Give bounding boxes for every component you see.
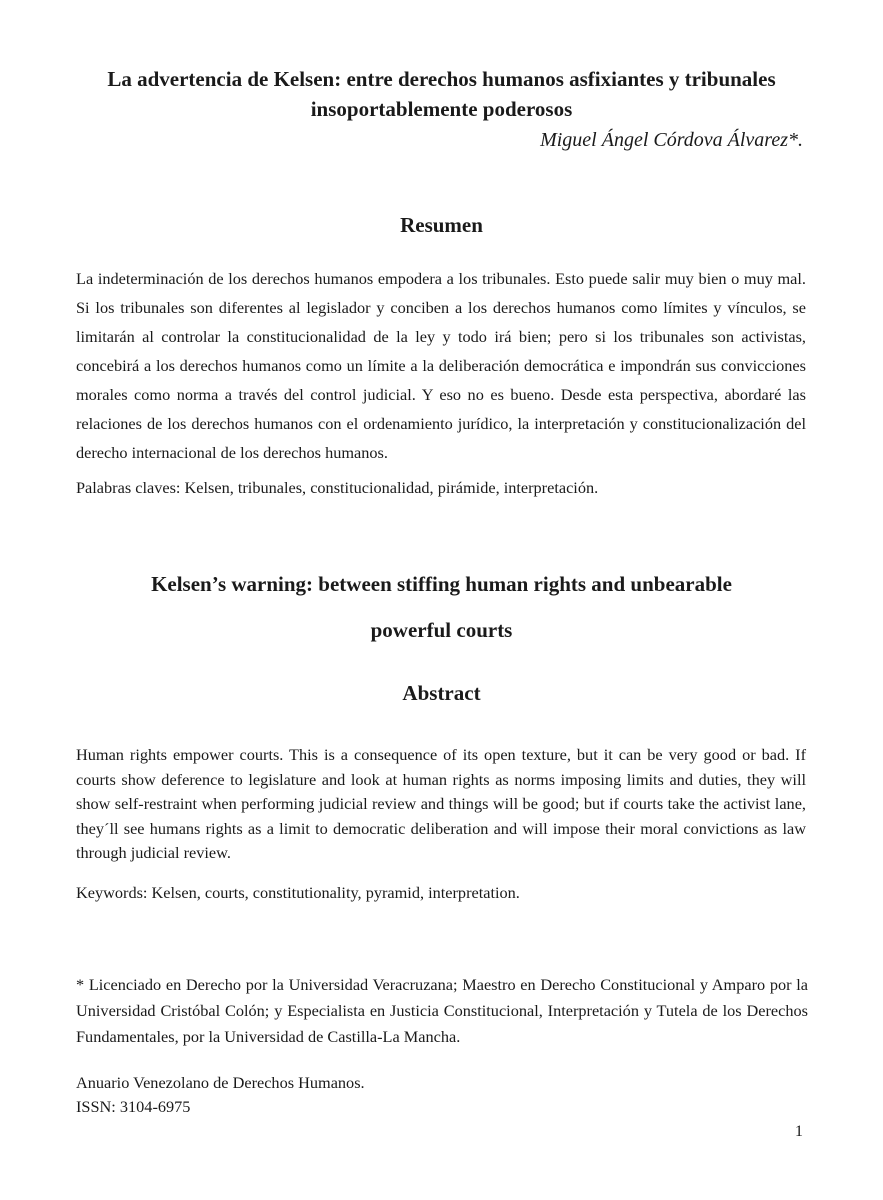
- journal-name: Anuario Venezolano de Derechos Humanos.: [76, 1073, 365, 1092]
- abstract-paragraph: Human rights empower courts. This is a consequence of its open texture, but it can be very good or bad. If courts show deference to legislature and look at human rights as norms imposing limits and duties, they will show self-restraint when performing judicial review and things will be good; but if courts take the activist lane, they´ll see humans rights as a limit to democratic deliberation and will impose their moral convictions as law through judicial review.: [76, 745, 806, 862]
- journal-issn: ISSN: 3104-6975: [76, 1097, 191, 1116]
- resumen-heading: Resumen: [400, 213, 483, 237]
- author-footnote: * Licenciado en Derecho por la Universidad Veracruzana; Maestro en Derecho Constitucional y Amparo por la Universidad Cristóbal Colón; y Especialista en Justicia Constitucional, Interpretación y Tutela de los Derechos Fundamentales, por la Universidad de Castilla-La Mancha.: [76, 975, 808, 1046]
- palabras-claves: Palabras claves: Kelsen, tribunales, constitucionalidad, pirámide, interpretación.: [76, 478, 599, 497]
- resumen-paragraph: La indeterminación de los derechos humanos empodera a los tribunales. Esto puede salir muy bien o muy mal. Si los tribunales son diferentes al legislador y conciben a los derechos humanos como límites y vínculos, se limitarán al controlar la constitucionalidad de la ley y todo irá bien; pero si los tribunales son activistas, concebirá a los derechos humanos como un límite a la deliberación democrática e impondrán sus convicciones morales como norma a través del control judicial. Y eso no es bueno. Desde esta perspectiva, abordaré las relaciones de los derechos humanos con el ordenamiento jurídico, la interpretación y constitucionalización del derecho internacional de los derechos humanos.: [76, 269, 806, 462]
- paper-title-spanish: La advertencia de Kelsen: entre derechos humanos asfixiantes y tribunales insoportablemente poderosos: [107, 67, 776, 121]
- author-name: Miguel Ángel Córdova Álvarez*.: [540, 129, 803, 151]
- paper-title-english-line1: Kelsen’s warning: between stiffing human rights and unbearable: [151, 572, 732, 596]
- abstract-heading: Abstract: [402, 681, 481, 705]
- paper-title-english-line2: powerful courts: [370, 618, 513, 642]
- keywords: Keywords: Kelsen, courts, constitutionality, pyramid, interpretation.: [76, 883, 520, 902]
- page-number: 1: [794, 1121, 803, 1140]
